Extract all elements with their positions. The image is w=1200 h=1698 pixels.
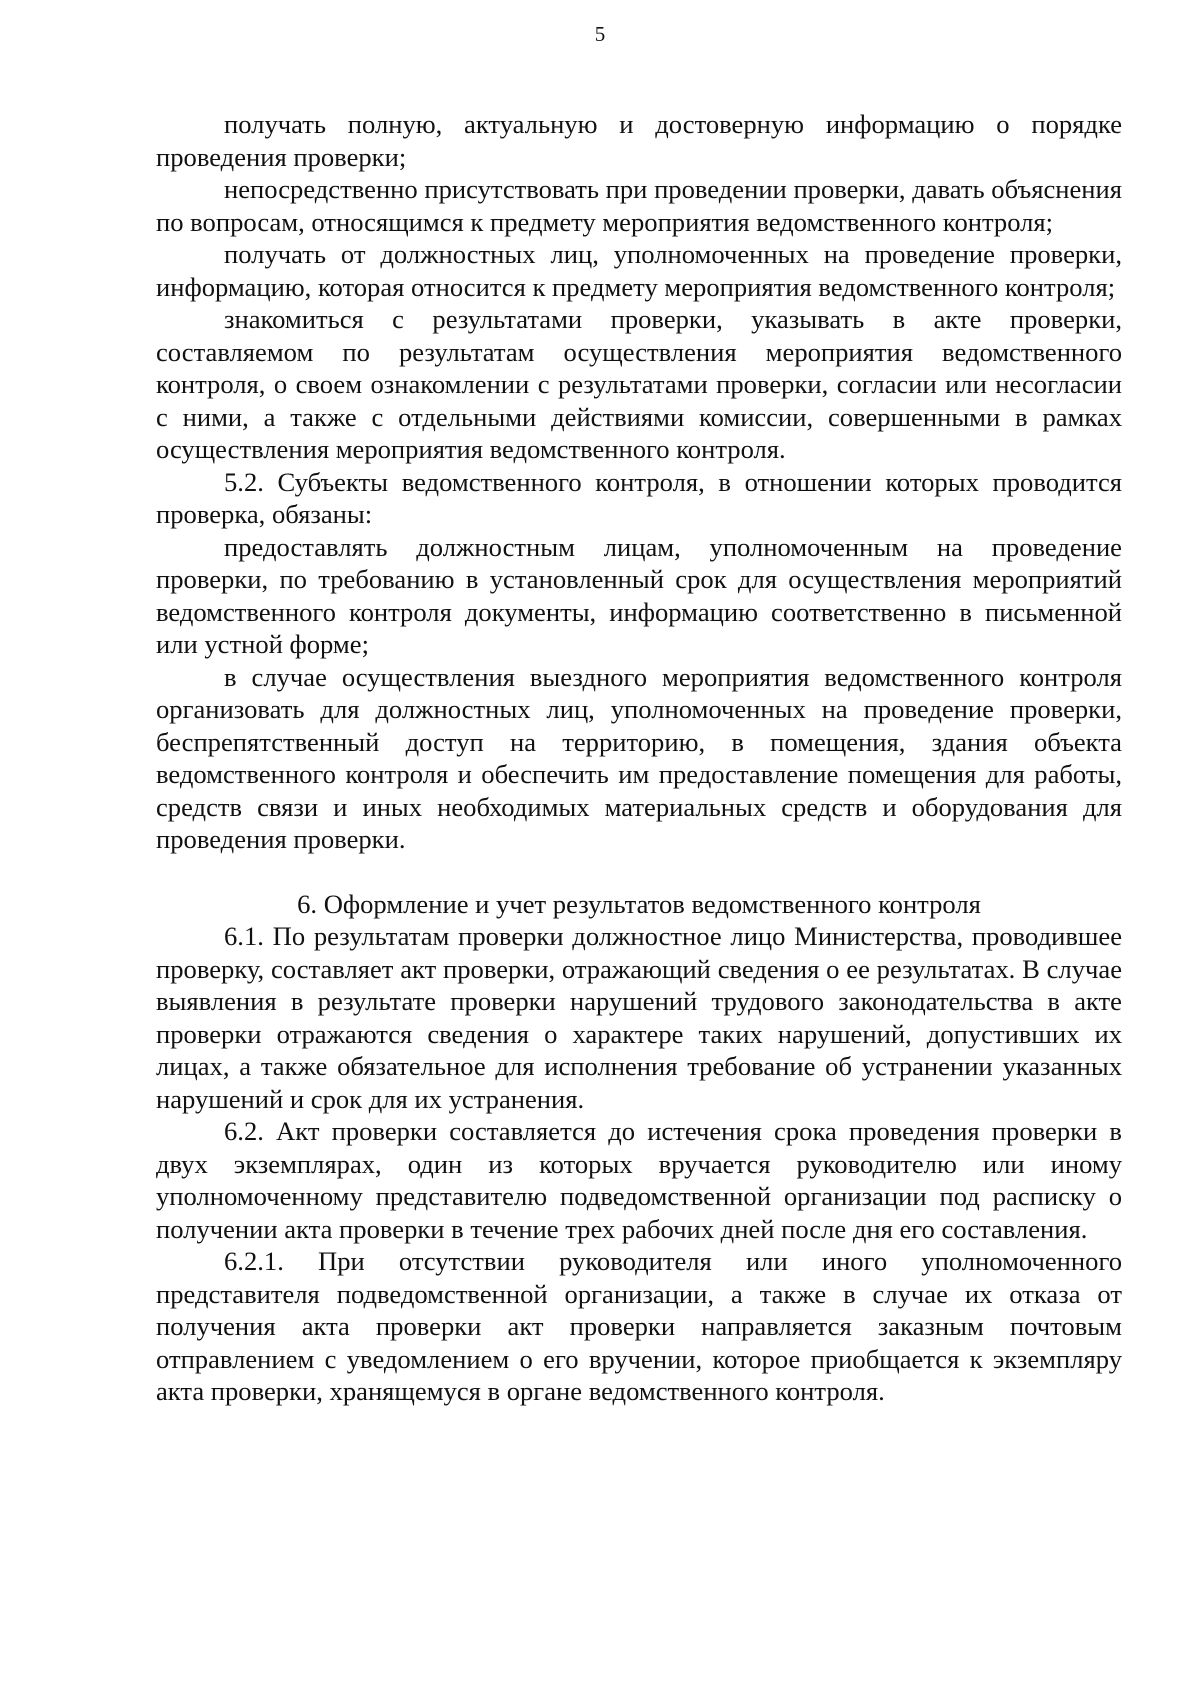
page-number: 5	[594, 22, 606, 46]
paragraph-rights-results: знакомиться с результатами проверки, указывать в акте проверки, составляемом по результатам осуществления мероприятия ведомственного контроля, о своем ознакомлении с результатами проверки, согласии или несогласии с ними, а также с отдельными действиями комиссии, совершенными в рамках осуществления мероприятия ведомственного контроля.	[156, 304, 1122, 464]
paragraph-duty-provide: предоставлять должностным лицам, уполномоченным на проведение проверки, по требованию в установленный срок для осуществления мероприятий ведомственного контроля документы, информацию соответственно в письменной или устной форме;	[156, 531, 1122, 659]
paragraph-rights-info: получать полную, актуальную и достоверную информацию о порядке проведения проверки;	[156, 109, 1122, 172]
paragraph-rights-receive-info: получать от должностных лиц, уполномоченных на проведение проверки, информацию, которая относится к предмету мероприятия ведомственного контроля;	[156, 239, 1122, 302]
paragraph-6-1: 6.1. По результатам проверки должностное лицо Министерства, проводившее проверку, составляет акт проверки, отражающий сведения о ее результатах. В случае выявления в результате проверки нарушений трудового законодательства в акте проверки отражаются сведения о характере таких нарушений, допустивших их лицах, а также обязательное для исполнения требование об устранении указанных нарушений и срок для их устранения.	[156, 921, 1122, 1114]
paragraph-6-2-1: 6.2.1. При отсутствии руководителя или иного уполномоченного представителя подведомственной организации, а также в случае их отказа от получения акта проверки акт проверки направляется заказным почтовым отправлением с уведомлением о его вручении, которое приобщается к экземпляру акта проверки, хранящемуся в органе ведомственного контроля.	[156, 1246, 1122, 1406]
paragraph-6-2: 6.2. Акт проверки составляется до истечения срока проведения проверки в двух экземплярах, один из которых вручается руководителю или иному уполномоченному представителю подведомственной организации под расписку о получении акта проверки в течение трех рабочих дней после дня его составления.	[156, 1116, 1122, 1244]
paragraph-duty-access: в случае осуществления выездного мероприятия ведомственного контроля организовать для должностных лиц, уполномоченных на проведение проверки, беспрепятственный доступ на территорию, в помещения, здания объекта ведомственного контроля и обеспечить им предоставление помещения для работы, средств связи и иных необходимых материальных средств и оборудования для проведения проверки.	[156, 661, 1122, 854]
document-body	[156, 108, 1122, 1408]
section-heading: 6. Оформление и учет результатов ведомственного контроля	[297, 888, 981, 919]
paragraph-5-2: 5.2. Субъекты ведомственного контроля, в отношении которых проводится проверка, обязаны:	[156, 466, 1122, 529]
paragraph-rights-presence: непосредственно присутствовать при проведении проверки, давать объяснения по вопросам, относящимся к предмету мероприятия ведомственного контроля;	[156, 174, 1122, 237]
